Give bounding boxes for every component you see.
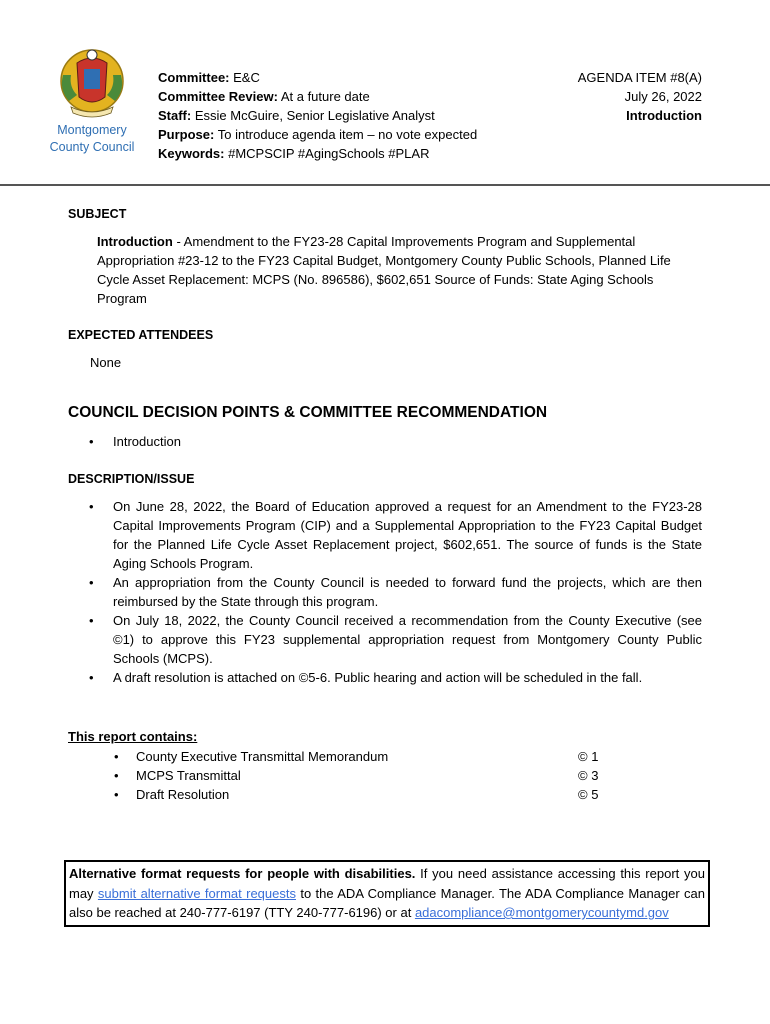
list-item: • A draft resolution is attached on ©5-6. Public hearing and action will be scheduled in the fall. [89,670,643,685]
list-item: • An appropriation from the County Council is needed to forward fund the projects, which are then reimbursed by the State through this program. [89,575,702,609]
description-list [89,497,702,687]
decision-item: Introduction [113,434,181,449]
description-item: A draft resolution is attached on ©5-6. Public hearing and action will be scheduled in the fall. [113,670,643,685]
county-seal-logo [57,45,127,125]
attendees-value: None [90,355,122,370]
report-item-ref: © 1 [578,749,599,764]
review-line [158,87,558,106]
attendees-heading: EXPECTED ATTENDEES [68,328,214,342]
review-label: Committee Review: [158,89,278,104]
list-item: • On July 18, 2022, the County Council received a recommendation from the County Executive (see ©1) to approve this FY23 supplemental appropriation request from Montgomery County Public Schools (MCPS). [89,613,702,666]
agenda-item: AGENDA ITEM #8(A) [577,70,702,85]
staff-line [158,106,558,125]
report-item-ref: © 5 [578,787,599,802]
staff-label: Staff: [158,108,192,123]
description-item: On July 18, 2022, the County Council received a recommendation from the County Executive (see ©1) to approve this FY23 supplemental appropriation request from Montgomery County Public Schools (MCPS). [113,613,702,666]
subject-text [97,232,687,308]
subject-body: - Amendment to the FY23-28 Capital Improvements Program and Supplemental Appropriation #23-12 to the FY23 Capital Budget, Montgomery County Public Schools, Planned Life Cycle Asset Replacement: MCPS (No. 896586), $602,651 Source of Funds: State Aging Schools Program [97,234,671,306]
report-item-ref: © 3 [578,768,599,783]
list-item: • County Executive Transmittal Memorandum © 1 [114,747,604,766]
review-value: At a future date [280,89,370,104]
accessibility-notice [64,860,710,927]
keywords-label: Keywords: [158,146,225,161]
description-item: On June 28, 2022, the Board of Education approved a request for an Amendment to the FY23-28 Capital Improvements Program (CIP) and a Supplemental Appropriation to the FY23 Capital Budget for the Planned Life Cycle Asset Replacement project, $602,651. The source of funds is the State Aging Schools Program. [113,499,702,571]
list-item: • Introduction [89,434,181,449]
report-heading: This report contains: [68,729,198,744]
decision-list [89,432,689,451]
agenda-info [578,68,702,125]
report-item-label: Draft Resolution [136,787,230,802]
committee-value: E&C [233,70,260,85]
ada-email-link[interactable]: adacompliance@montgomerycountymd.gov [414,905,669,920]
staff-value: Essie McGuire, Senior Legislative Analyst [194,108,435,123]
purpose-line [158,125,558,144]
alternative-format-link[interactable]: submit alternative format requests [97,885,296,901]
agenda-date: July 26, 2022 [624,89,702,104]
description-heading: DESCRIPTION/ISSUE [68,472,195,486]
keywords-value: #MCPSCIP #AgingSchools #PLAR [228,146,430,161]
decision-heading: COUNCIL DECISION POINTS & COMMITTEE RECOMMENDATION [68,404,548,421]
report-item-label: County Executive Transmittal Memorandum [136,749,389,764]
subject-heading: SUBJECT [68,207,127,221]
description-item: An appropriation from the County Council is needed to forward fund the projects, which are then reimbursed by the State through this program. [113,575,702,609]
agenda-type: Introduction [626,108,702,123]
committee-line [158,68,558,87]
council-name [40,122,144,156]
committee-label: Committee: [158,70,230,85]
purpose-value: To introduce agenda item – no vote expected [217,127,478,142]
report-item-label: MCPS Transmittal [136,768,241,783]
header-meta [158,68,558,163]
accessibility-bold: Alternative format requests for people with disabilities. [69,866,416,881]
accessibility-text1: If you need assistance accessing this report you may [69,866,705,901]
purpose-label: Purpose: [158,127,215,142]
council-name-line1: Montgomery [57,123,127,137]
list-item: • On June 28, 2022, the Board of Education approved a request for an Amendment to the FY23-28 Capital Improvements Program (CIP) and a Supplemental Appropriation to the FY23 Capital Budget for the Planned Life Cycle Asset Replacement project, $602,651. The source of funds is the State Aging Schools Program. [89,499,702,571]
accessibility-text2: to the ADA Compliance Manager. The ADA Compliance Manager can also be reached at 240-777-6197 (TTY 240-777-6196) or at [69,885,706,920]
keywords-line [158,144,558,163]
subject-lead: Introduction [97,234,173,249]
report-list [114,747,604,804]
header-divider [0,184,770,186]
list-item: • MCPS Transmittal © 3 [114,766,604,785]
council-name-line2: County Council [49,140,135,154]
list-item: • Draft Resolution © 5 [114,785,604,804]
